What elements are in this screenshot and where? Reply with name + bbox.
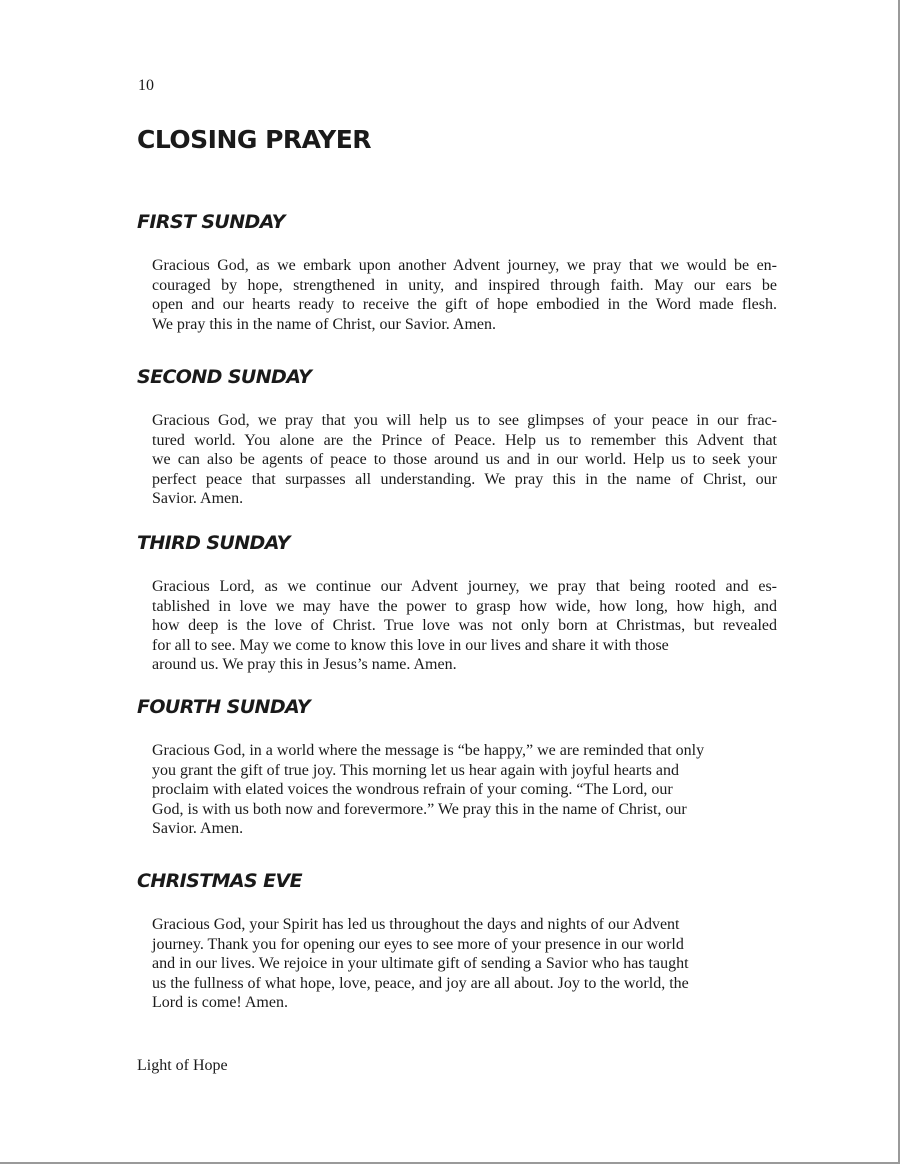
- page-title: CLOSING PRAYER: [137, 125, 372, 154]
- prayer-line: Gracious God, your Spirit has led us throughout the days and nights of our Advent: [152, 916, 680, 933]
- prayer-line: open and our hearts ready to receive the gift of hope embodied in the Word made flesh.: [152, 296, 777, 313]
- page-number: 10: [138, 77, 154, 94]
- prayer-line: how deep is the love of Christ. True love was not only born at Christmas, but revealed: [152, 617, 777, 634]
- prayer-line: couraged by hope, strengthened in unity, and inspired through faith. May our ears be: [152, 276, 777, 294]
- section-heading: FIRST SUNDAY: [137, 211, 285, 233]
- section-christmas-eve: [137, 869, 777, 1011]
- section-second-sunday: [137, 365, 777, 507]
- prayer-line: journey. Thank you for opening our eyes to see more of your presence in our world: [152, 935, 684, 953]
- prayer-line: God, is with us both now and forevermore.” We pray this in the name of Christ, our: [152, 800, 687, 818]
- prayer-line: proclaim with elated voices the wondrous refrain of your coming. “The Lord, our: [152, 781, 673, 798]
- prayer-text: [152, 915, 777, 1013]
- prayer-line: tured world. You alone are the Prince of Peace. Help us to remember this Advent that: [152, 431, 777, 449]
- prayer-line: us the fullness of what hope, love, peace, and joy are all about. Joy to the world, the: [152, 974, 689, 992]
- prayer-line: for all to see. May we come to know this love in our lives and share it with those: [152, 636, 669, 654]
- prayer-line: you grant the gift of true joy. This morning let us hear again with joyful hearts and: [152, 761, 679, 779]
- prayer-line: Gracious God, in a world where the message is “be happy,” we are reminded that only: [152, 742, 705, 759]
- prayer-line: perfect peace that surpasses all understanding. We pray this in the name of Christ, our: [152, 470, 777, 488]
- section-fourth-sunday: [137, 695, 777, 837]
- prayer-line: Savior. Amen.: [152, 820, 244, 837]
- prayer-text: [152, 256, 777, 334]
- prayer-text: [152, 741, 777, 839]
- prayer-line: and in our lives. We rejoice in your ultimate gift of sending a Savior who has taught: [152, 955, 689, 972]
- section-heading: SECOND SUNDAY: [137, 366, 312, 388]
- section-heading: FOURTH SUNDAY: [137, 696, 311, 718]
- prayer-line: Gracious God, we pray that you will help us to see glimpses of your peace in our frac-: [152, 412, 777, 429]
- section-heading: CHRISTMAS EVE: [137, 870, 302, 892]
- prayer-line: Gracious God, as we embark upon another Advent journey, we pray that we would be en-: [152, 257, 777, 274]
- prayer-line: We pray this in the name of Christ, our Savior. Amen.: [152, 315, 496, 333]
- page-footer: Light of Hope: [137, 1057, 228, 1074]
- prayer-line: Lord is come! Amen.: [152, 994, 288, 1011]
- prayer-line: tablished in love we may have the power to grasp how wide, how long, how high, and: [152, 597, 777, 615]
- prayer-line: Gracious Lord, as we continue our Advent journey, we pray that being rooted and es-: [152, 578, 777, 595]
- prayer-line: around us. We pray this in Jesus’s name. Amen.: [152, 656, 457, 673]
- section-third-sunday: [137, 531, 777, 673]
- prayer-line: we can also be agents of peace to those around us and in our world. Help us to seek your: [152, 451, 777, 468]
- prayer-text: [152, 577, 777, 675]
- prayer-text: [152, 411, 777, 509]
- section-heading: THIRD SUNDAY: [137, 532, 290, 554]
- prayer-line: Savior. Amen.: [152, 490, 244, 507]
- section-first-sunday: [137, 210, 777, 333]
